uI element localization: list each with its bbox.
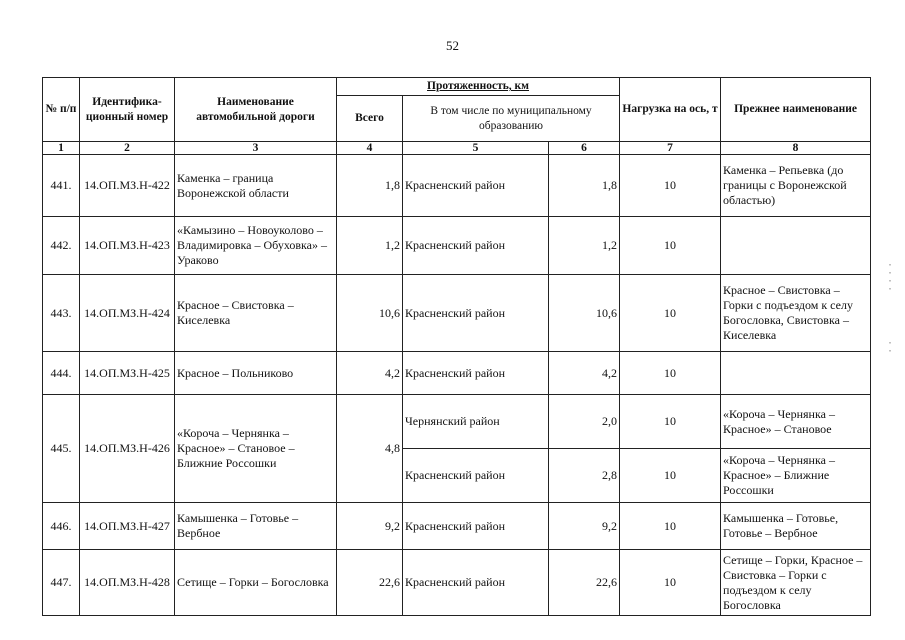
table-row	[43, 275, 871, 352]
row-district: Красненский район	[403, 155, 549, 217]
row-former: Камышенка – Готовье, Готовье – Вербное	[721, 503, 871, 550]
row-district: Красненский район	[403, 503, 549, 550]
header-id: Идентифика-ционный номер	[80, 78, 175, 142]
header-num: № п/п	[43, 78, 80, 142]
column-number: 5	[403, 142, 549, 155]
column-number: 1	[43, 142, 80, 155]
scan-artifact: · · · ·	[887, 260, 894, 295]
row-name: Красное – Польниково	[175, 352, 337, 395]
row-district: Красненский район	[403, 550, 549, 616]
row-load: 10	[620, 449, 721, 503]
roads-table	[42, 77, 871, 616]
row-district: Красненский район	[403, 217, 549, 275]
row-total: 1,2	[337, 217, 403, 275]
column-number: 2	[80, 142, 175, 155]
column-numbers-row	[43, 142, 871, 155]
row-district-km: 9,2	[549, 503, 620, 550]
row-total: 4,8	[337, 395, 403, 503]
row-district: Красненский район	[403, 275, 549, 352]
row-total: 1,8	[337, 155, 403, 217]
row-former	[721, 217, 871, 275]
row-name: Сетище – Горки – Богословка	[175, 550, 337, 616]
row-load: 10	[620, 275, 721, 352]
row-former: «Короча – Чернянка – Красное» – Ближние Россошки	[721, 449, 871, 503]
row-total: 9,2	[337, 503, 403, 550]
scan-artifact: · ·	[887, 338, 894, 357]
row-district-km: 1,2	[549, 217, 620, 275]
row-total: 22,6	[337, 550, 403, 616]
row-num: 441.	[43, 155, 80, 217]
row-id: 14.ОП.МЗ.Н-426	[80, 395, 175, 503]
table-row	[43, 155, 871, 217]
row-former: Каменка – Репьевка (до границы с Воронежской областью)	[721, 155, 871, 217]
row-id: 14.ОП.МЗ.Н-423	[80, 217, 175, 275]
column-number: 4	[337, 142, 403, 155]
row-district: Красненский район	[403, 449, 549, 503]
row-former	[721, 352, 871, 395]
header-former: Прежнее наименование	[721, 78, 871, 142]
row-former: Красное – Свистовка – Горки с подъездом к селу Богословка, Свистовка – Киселевка	[721, 275, 871, 352]
table-row	[43, 395, 871, 449]
row-num: 444.	[43, 352, 80, 395]
row-district-km: 10,6	[549, 275, 620, 352]
row-load: 10	[620, 217, 721, 275]
row-num: 445.	[43, 395, 80, 503]
row-load: 10	[620, 155, 721, 217]
header-name: Наименование автомобильной дороги	[175, 78, 337, 142]
column-number: 7	[620, 142, 721, 155]
column-number: 6	[549, 142, 620, 155]
page-number: 52	[446, 38, 459, 53]
row-district: Красненский район	[403, 352, 549, 395]
row-id: 14.ОП.МЗ.Н-428	[80, 550, 175, 616]
row-id: 14.ОП.МЗ.Н-424	[80, 275, 175, 352]
row-id: 14.ОП.МЗ.Н-425	[80, 352, 175, 395]
column-number: 3	[175, 142, 337, 155]
row-district-km: 1,8	[549, 155, 620, 217]
row-district-km: 4,2	[549, 352, 620, 395]
row-former: Сетище – Горки, Красное – Свистовка – Горки с подъездом к селу Богословка	[721, 550, 871, 616]
row-total: 4,2	[337, 352, 403, 395]
header-length-group: Протяженность, км	[337, 78, 620, 96]
row-num: 446.	[43, 503, 80, 550]
row-load: 10	[620, 352, 721, 395]
row-district-km: 22,6	[549, 550, 620, 616]
row-id: 14.ОП.МЗ.Н-422	[80, 155, 175, 217]
row-name: Камышенка – Готовье – Вербное	[175, 503, 337, 550]
row-district-km: 2,0	[549, 395, 620, 449]
row-district: Чернянский район	[403, 395, 549, 449]
row-name: «Камызино – Новоуколово – Владимировка – Обуховка» – Ураково	[175, 217, 337, 275]
table-row	[43, 550, 871, 616]
row-name: Красное – Свистовка – Киселевка	[175, 275, 337, 352]
table-row	[43, 352, 871, 395]
header-load: Нагрузка на ось, т	[620, 78, 721, 142]
header-incl: В том числе по муниципальному образованию	[403, 96, 620, 142]
row-district-km: 2,8	[549, 449, 620, 503]
row-total: 10,6	[337, 275, 403, 352]
row-name: «Короча – Чернянка – Красное» – Становое – Ближние Россошки	[175, 395, 337, 503]
row-id: 14.ОП.МЗ.Н-427	[80, 503, 175, 550]
row-load: 10	[620, 395, 721, 449]
header-total: Всего	[337, 96, 403, 142]
row-num: 443.	[43, 275, 80, 352]
row-num: 447.	[43, 550, 80, 616]
row-load: 10	[620, 550, 721, 616]
table-row	[43, 503, 871, 550]
column-number: 8	[721, 142, 871, 155]
table-row	[43, 217, 871, 275]
row-load: 10	[620, 503, 721, 550]
row-former: «Короча – Чернянка – Красное» – Становое	[721, 395, 871, 449]
row-num: 442.	[43, 217, 80, 275]
row-name: Каменка – граница Воронежской области	[175, 155, 337, 217]
